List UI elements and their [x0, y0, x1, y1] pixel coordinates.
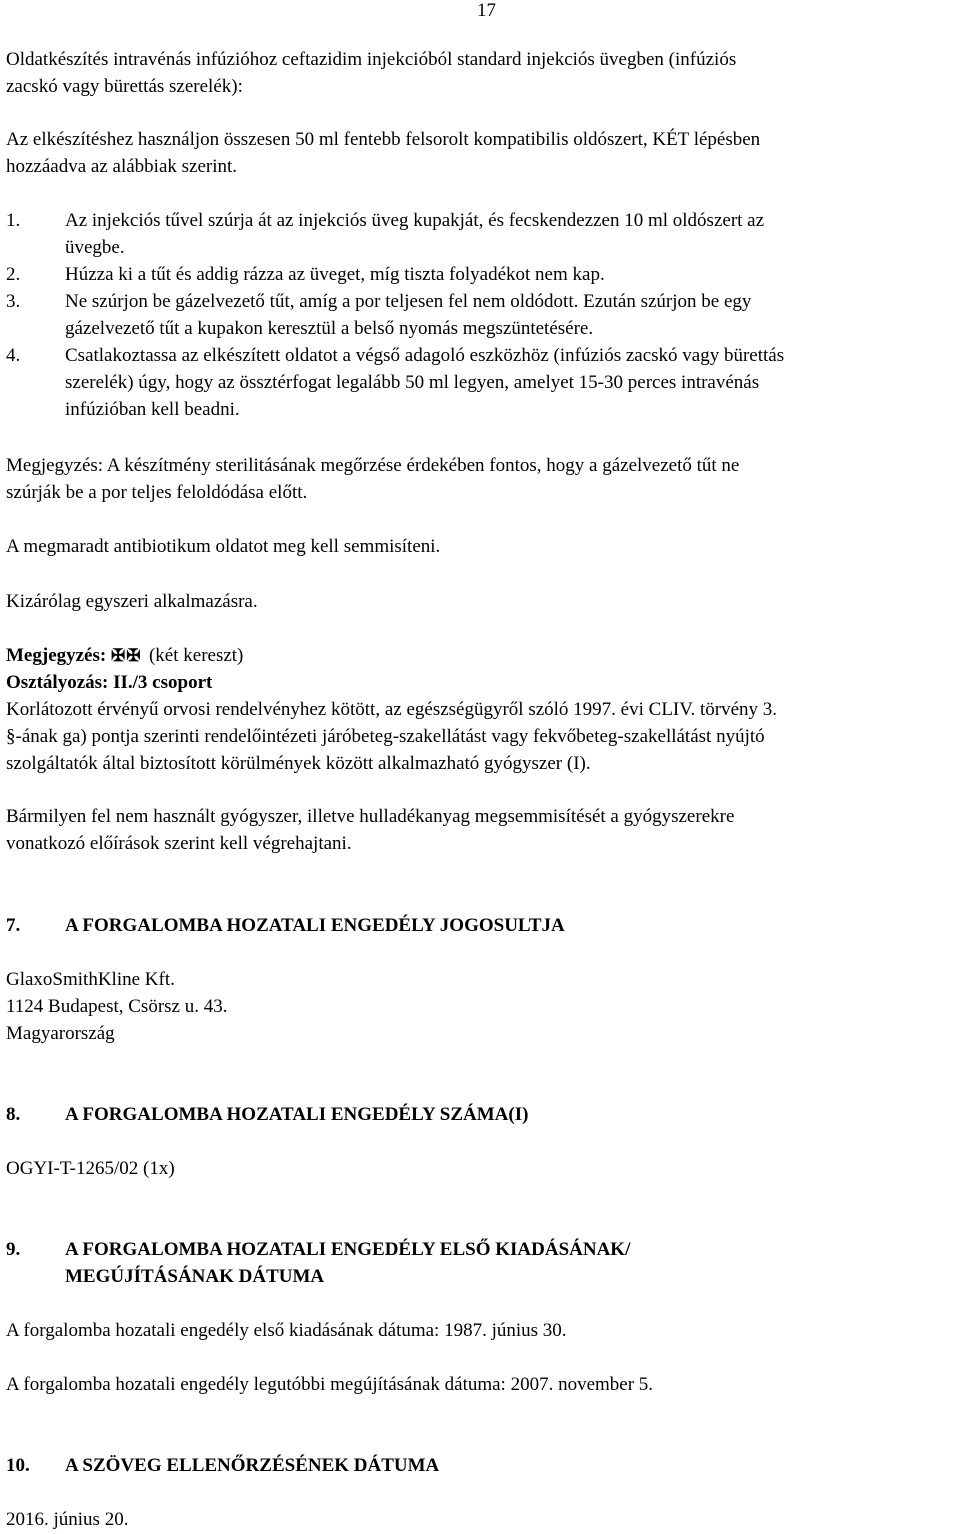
note-label: Megjegyzés: — [6, 645, 107, 666]
step-3-text-1: Ne szúrjon be gázelvezető tűt, amíg a por teljesen fel nem oldódott. Ezután szúrjon be egy — [65, 291, 752, 312]
section-title: A FORGALOMBA HOZATALI ENGEDÉLY JOGOSULTJA — [65, 915, 565, 936]
instructions-line-2: hozzáadva az alábbiak szerint. — [6, 156, 238, 177]
step-4-text-2: szerelék) úgy, hogy az össztérfogat legalább 50 ml legyen, amelyet 15-30 perces intravénás — [65, 372, 760, 393]
company-name: GlaxoSmithKline Kft. — [6, 969, 175, 990]
step-number: 2. — [6, 264, 21, 285]
disposal-line-1: Bármilyen fel nem használt gyógyszer, illetve hulladékanyag megsemmisítését a gyógyszerekre — [6, 806, 735, 827]
section-7-heading — [6, 912, 565, 939]
cross-text: (két kereszt) — [148, 645, 244, 666]
step-number: 1. — [6, 210, 21, 231]
section-number: 8. — [6, 1104, 21, 1125]
single-use: Kizárólag egyszeri alkalmazásra. — [6, 591, 258, 612]
revision-date: 2016. június 20. — [6, 1509, 129, 1530]
step-number: 3. — [6, 291, 21, 312]
step-4-text-3: infúzióban kell beadni. — [65, 399, 240, 420]
step-1 — [6, 207, 20, 234]
company-country: Magyarország — [6, 1023, 115, 1044]
note-line-1: Megjegyzés: A készítmény sterilitásának megőrzése érdekében fontos, hogy a gázelvezető tűt ne — [6, 455, 740, 476]
renewal-date: A forgalomba hozatali engedély legutóbbi megújításának dátuma: 2007. november 5. — [6, 1374, 654, 1395]
classification-line-2: §-ának ga) pontja szerinti rendelőintézeti járóbeteg-szakellátást vagy fekvőbeteg-szakellátást nyújtó — [6, 726, 765, 747]
step-2-text-1: Húzza ki a tűt és addig rázza az üveget, míg tiszta folyadékot nem kap. — [65, 264, 605, 285]
step-number: 4. — [6, 345, 21, 366]
section-number: 9. — [6, 1239, 21, 1260]
step-1-text-2: üvegbe. — [65, 237, 125, 258]
authorisation-number: OGYI-T-1265/02 (1x) — [6, 1158, 175, 1179]
classification-label — [6, 669, 212, 696]
instructions-line-1: Az elkészítéshez használjon összesen 50 ml fentebb felsorolt kompatibilis oldószert, KÉT lépésben — [6, 129, 761, 150]
section-10-heading — [6, 1452, 439, 1479]
step-4 — [6, 342, 20, 369]
intro-line-1: Oldatkészítés intravénás infúzióhoz ceftazidim injekcióból standard injekciós üvegben (infúziós — [6, 49, 737, 70]
section-title: A SZÖVEG ELLENŐRZÉSÉNEK DÁTUMA — [65, 1455, 440, 1476]
section-9-heading — [6, 1236, 630, 1263]
class-label: Osztályozás: II. — [6, 672, 133, 693]
section-9-heading-line-2: MEGÚJÍTÁSÁNAK DÁTUMA — [65, 1266, 325, 1287]
double-cross-icon: ✠✠ — [110, 646, 142, 665]
company-address: 1124 Budapest, Csörsz u. 43. — [6, 996, 228, 1017]
classification-line-1: Korlátozott érvényű orvosi rendelvényhez kötött, az egészségügyről szóló 1997. évi CLIV. törvény 3. — [6, 699, 778, 720]
page-number: 17 — [477, 0, 496, 21]
step-3 — [6, 288, 20, 315]
section-number: 7. — [6, 915, 21, 936]
section-title: A FORGALOMBA HOZATALI ENGEDÉLY SZÁMA(I) — [65, 1104, 529, 1125]
section-title: A FORGALOMBA HOZATALI ENGEDÉLY ELSŐ KIADÁSÁNAK/ — [65, 1239, 631, 1260]
classification-line-3: szolgáltatók által biztosított körülmények között alkalmazható gyógyszer (I). — [6, 753, 591, 774]
step-4-text-1: Csatlakoztassa az elkészített oldatot a végső adagoló eszközhöz (infúziós zacskó vagy bürettás — [65, 345, 785, 366]
disposal-line-2: vonatkozó előírások szerint kell végrehajtani. — [6, 833, 352, 854]
class-value: /3 csoport — [132, 672, 213, 693]
step-1-text-1: Az injekciós tűvel szúrja át az injekciós üveg kupakját, és fecskendezzen 10 ml oldószert az — [65, 210, 765, 231]
disposal-short: A megmaradt antibiotikum oldatot meg kell semmisíteni. — [6, 536, 441, 557]
step-3-text-2: gázelvezető tűt a kupakon keresztül a belső nyomás megszüntetésére. — [65, 318, 594, 339]
step-2 — [6, 261, 20, 288]
first-issue-date: A forgalomba hozatali engedély első kiadásának dátuma: 1987. június 30. — [6, 1320, 567, 1341]
classification-note — [6, 642, 243, 669]
section-8-heading — [6, 1101, 528, 1128]
section-number: 10. — [6, 1455, 30, 1476]
note-line-2: szúrják be a por teljes feloldódása előtt. — [6, 482, 308, 503]
intro-line-2: zacskó vagy bürettás szerelék): — [6, 76, 243, 97]
